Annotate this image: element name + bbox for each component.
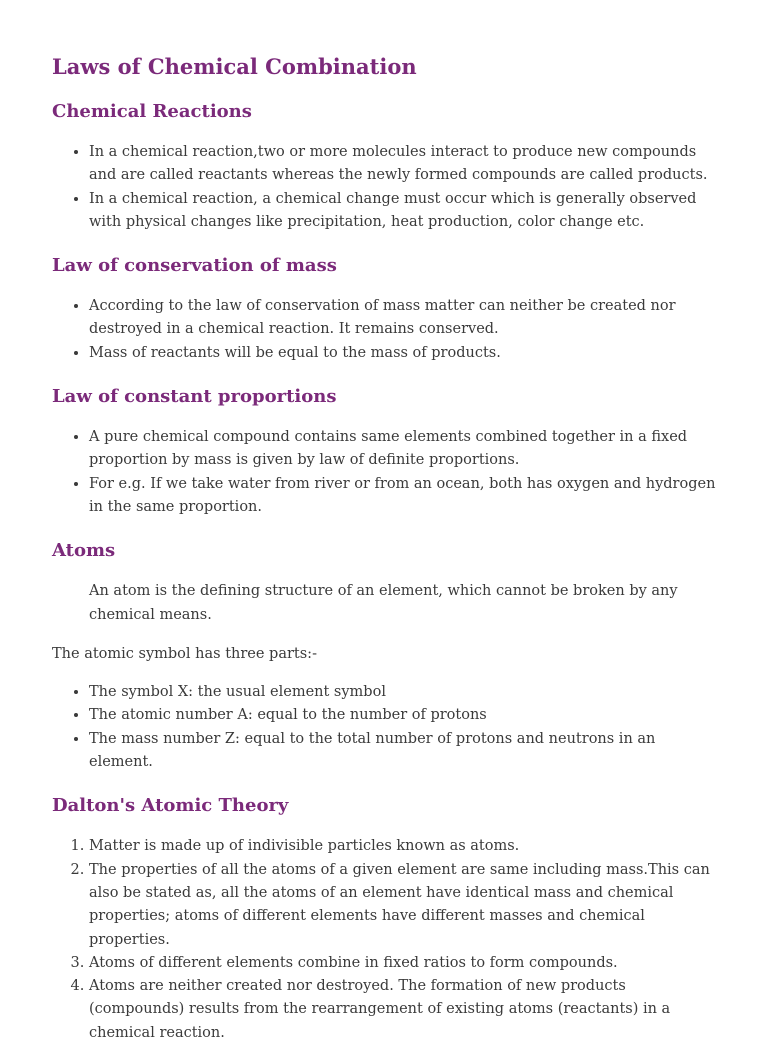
list-item: • The mass number Z: equal to the total number of protons and neutrons in an element. xyxy=(89,728,716,775)
list-item: 4. Atoms are neither created nor destroyed. The formation of new products (compounds) results from the rearrangement of existing atoms (reactants) in a chemical reaction. xyxy=(89,975,716,1045)
blockquote: An atom is the defining structure of an element, which cannot be broken by any chemical means. xyxy=(89,583,678,623)
paragraph: The atomic symbol has three parts:- xyxy=(52,645,317,662)
list-item: 2. The properties of all the atoms of a given element are same including mass.This can also be stated as, all the atoms of an element have identical mass and chemical properties; atoms of different elements have different masses and chemical properties. xyxy=(89,859,716,952)
page-title: Laws of Chemical Combination xyxy=(52,54,417,79)
list-item: • Mass of reactants will be equal to the mass of products. xyxy=(89,342,716,365)
section-conservation-of-mass xyxy=(52,254,716,365)
list-item: • A pure chemical compound contains same elements combined together in a fixed proportion by mass is given by law of definite proportions. xyxy=(89,426,716,473)
bullet-list xyxy=(52,681,716,774)
section-heading: Atoms xyxy=(52,540,116,562)
list-item: • The symbol X: the usual element symbol xyxy=(89,681,716,704)
section-heading: Law of conservation of mass xyxy=(52,255,337,277)
list-item: 3. Atoms of different elements combine in fixed ratios to form compounds. xyxy=(89,952,716,975)
section-heading: Chemical Reactions xyxy=(52,101,252,122)
list-item: • The atomic number A: equal to the number of protons xyxy=(89,704,716,727)
section-daltons-atomic-theory xyxy=(52,794,716,1045)
section-constant-proportions xyxy=(52,385,716,519)
list-item: • According to the law of conservation of mass matter can neither be created nor destroyed in a chemical reaction. It remains conserved. xyxy=(89,295,716,342)
section-heading: Dalton's Atomic Theory xyxy=(52,795,289,817)
list-item: 1. Matter is made up of indivisible particles known as atoms. xyxy=(89,835,716,858)
numbered-list xyxy=(52,835,716,1045)
bullet-list xyxy=(52,141,716,234)
section-heading: Law of constant proportions xyxy=(52,386,337,408)
section-atoms xyxy=(52,539,716,774)
list-item: • For e.g. If we take water from river or from an ocean, both has oxygen and hydrogen in the same proportion. xyxy=(89,473,716,520)
section-chemical-reactions xyxy=(52,100,716,234)
list-item: • In a chemical reaction,two or more molecules interact to produce new compounds and are called reactants whereas the newly formed compounds are called products. xyxy=(89,141,716,188)
bullet-list xyxy=(52,426,716,519)
bullet-list xyxy=(52,295,716,365)
list-item: • In a chemical reaction, a chemical change must occur which is generally observed with physical changes like precipitation, heat production, color change etc. xyxy=(89,188,716,235)
